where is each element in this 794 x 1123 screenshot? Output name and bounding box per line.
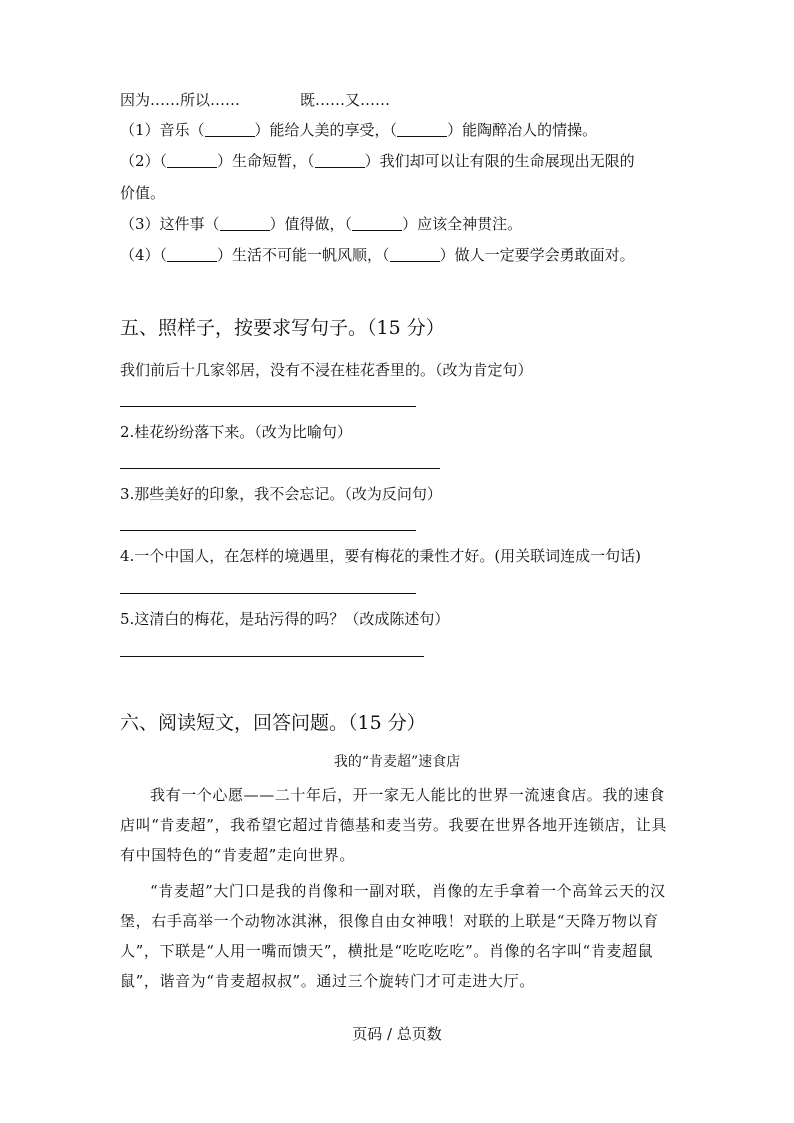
fill-item-text: ）值得做，（ [269,215,353,233]
fill-item-text: （2）（ [120,152,168,170]
rewrite-item-3: 3.那些美好的印象，我不会忘记。（改为反问句） [120,485,442,503]
fill-blank[interactable] [390,247,440,262]
fill-blank[interactable] [205,122,255,137]
fill-blank[interactable] [315,153,365,168]
fill-item-text: ）生命短暂，（ [217,152,315,170]
answer-line-4[interactable] [120,593,416,594]
fill-item-text: （1）音乐（ [120,121,205,139]
fill-blank[interactable] [220,216,270,231]
story-paragraph-2: “肯麦超”大门口是我的肖像和一副对联，肖像的左手拿着一个高耸云天的汉堡，右手高举一个动物冰淇淋，很像自由女神哦！对联的上联是“天降万物以育人”，下联是“人用一嘴而馈天”，横批是“吃吃吃吃”。肖像的名字叫“肯麦超鼠鼠”，谐音为“肯麦超叔叔”。通过三个旋转门才可走进大厅。 [120,882,666,990]
fill-item-text: ）做人一定要学会勇敢面对。 [439,246,635,264]
fill-item-2 [120,151,635,171]
fill-item-3 [120,214,522,234]
page-footer: 页码 / 总页数 [352,1025,442,1043]
fill-item-4 [120,245,635,265]
answer-line-5[interactable] [120,656,424,657]
section-6-title: 六、阅读短文，回答问题。（15 分） [120,712,426,734]
answer-line-1[interactable] [120,406,416,407]
rewrite-item-5: 5.这清白的梅花，是玷污得的吗？（改成陈述句） [120,610,450,628]
fill-blank[interactable] [167,247,217,262]
fill-item-text: ）应该全神贯注。 [402,215,523,233]
rewrite-item-4: 4.一个中国人，在怎样的境遇里，要有梅花的秉性才好。(用关联词连成一句话) [120,547,642,565]
answer-line-2[interactable] [120,468,440,469]
fill-item-1 [120,120,597,140]
conjunction-pair-1: 因为……所以…… [120,91,241,109]
fill-item-2-cont: 价值。 [120,184,166,202]
fill-blank[interactable] [167,153,217,168]
section-5-title: 五、照样子，按要求写句子。（15 分） [120,317,445,339]
conjunction-pair-2: 既……又…… [300,91,391,109]
fill-item-text: ）能陶醉冶人的情操。 [447,121,598,139]
fill-item-text: （4）（ [120,246,168,264]
fill-item-text: ）我们却可以让有限的生命展现出无限的 [364,152,635,170]
fill-blank[interactable] [352,216,402,231]
story-paragraph-1: 我有一个心愿——二十年后，开一家无人能比的世界一流速食店。我的速食店叫“肯麦超”，我希望它超过肯德基和麦当劳。我要在世界各地开连锁店，让具有中国特色的“肯麦超”走向世界。 [120,786,667,864]
rewrite-item-1: 我们前后十几家邻居，没有不浸在桂花香里的。（改为肯定句） [120,361,533,379]
answer-line-3[interactable] [120,530,416,531]
fill-item-text: ）能给人美的享受，（ [254,121,398,139]
fill-item-text: （3）这件事（ [120,215,220,233]
story-title: 我的“肯麦超”速食店 [333,754,461,770]
fill-item-text: ）生活不可能一帆风顺，（ [217,246,390,264]
fill-blank[interactable] [397,122,447,137]
rewrite-item-2: 2.桂花纷纷落下来。（改为比喻句） [120,423,352,441]
